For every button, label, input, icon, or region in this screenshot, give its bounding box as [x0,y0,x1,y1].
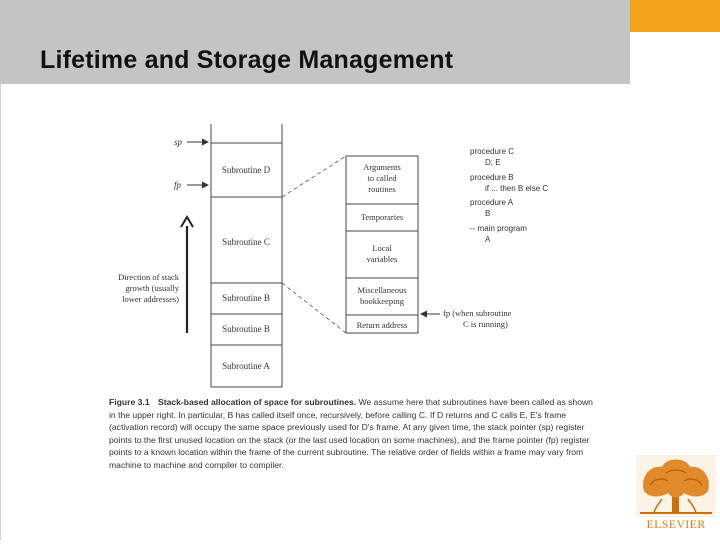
sp-label: sp [174,137,183,147]
field-bookkeeping-1: Miscellaneous [357,285,407,295]
fp-current-label-1: fp (when subroutine [443,308,512,318]
growth-label-2: growth (usually [125,283,179,293]
program-line-4: if ... then B else C [485,184,549,193]
stack-frame-b-inner: Subroutine B [222,324,270,334]
growth-label-3: lower addresses) [122,294,179,304]
stack-frame-d: Subroutine D [221,165,271,175]
figure-heading: Stack-based allocation of space for subroutines. [157,397,357,407]
field-temporaries: Temporaries [360,212,404,222]
program-line-3: procedure B [470,173,514,182]
figure-caption [109,396,595,472]
fp-label: fp [174,180,182,190]
elsevier-tree-icon [636,455,716,517]
stack-column [211,124,282,387]
program-line-8: A [485,235,491,244]
program-line-6: B [485,209,491,218]
elsevier-wordmark: ELSEVIER [646,517,706,531]
program-line-2: D; E [485,158,501,167]
program-line-7: -- main program [470,224,527,233]
stack-frame-c: Subroutine C [222,237,270,247]
field-arguments-2: to called [367,173,397,183]
field-locals-2: variables [366,254,398,264]
field-arguments-3: routines [368,184,396,194]
field-return-address: Return address [356,320,408,330]
program-line-5: procedure A [470,198,514,207]
elsevier-logo [636,455,716,540]
figure-body: We assume here that subroutines have been called as shown in the upper right. In particular, B has called itself once, recursively, before calling C. If D returns and C calls E, E's frame (activation record) will occupy the same space previously used for D's frame. At any given time, the stack pointer (sp) register points to the first unused location on the stack (or the last used location on some machines), and the frame pointer (fp) register points to a known location within the frame of the current subroutine. The relative order of fields within a frame may vary from machine to machine and compiler to compiler. [109,397,593,470]
field-bookkeeping-2: bookkeeping [360,296,404,306]
expand-line-top [282,156,346,197]
stack-frame-b-outer: Subroutine B [222,293,270,303]
growth-arrowhead [181,217,193,227]
field-locals-1: Local [372,243,392,253]
growth-label-1: Direction of stack [118,272,179,282]
figure-label: Figure 3.1 [109,397,150,407]
expand-line-bottom [282,283,346,333]
slide-title: Lifetime and Storage Management [40,46,454,74]
field-arguments-1: Arguments [363,162,401,172]
fp-current-label-2: C is running) [463,319,508,329]
stack-frame-a: Subroutine A [222,361,270,371]
program-line-1: procedure C [470,147,515,156]
